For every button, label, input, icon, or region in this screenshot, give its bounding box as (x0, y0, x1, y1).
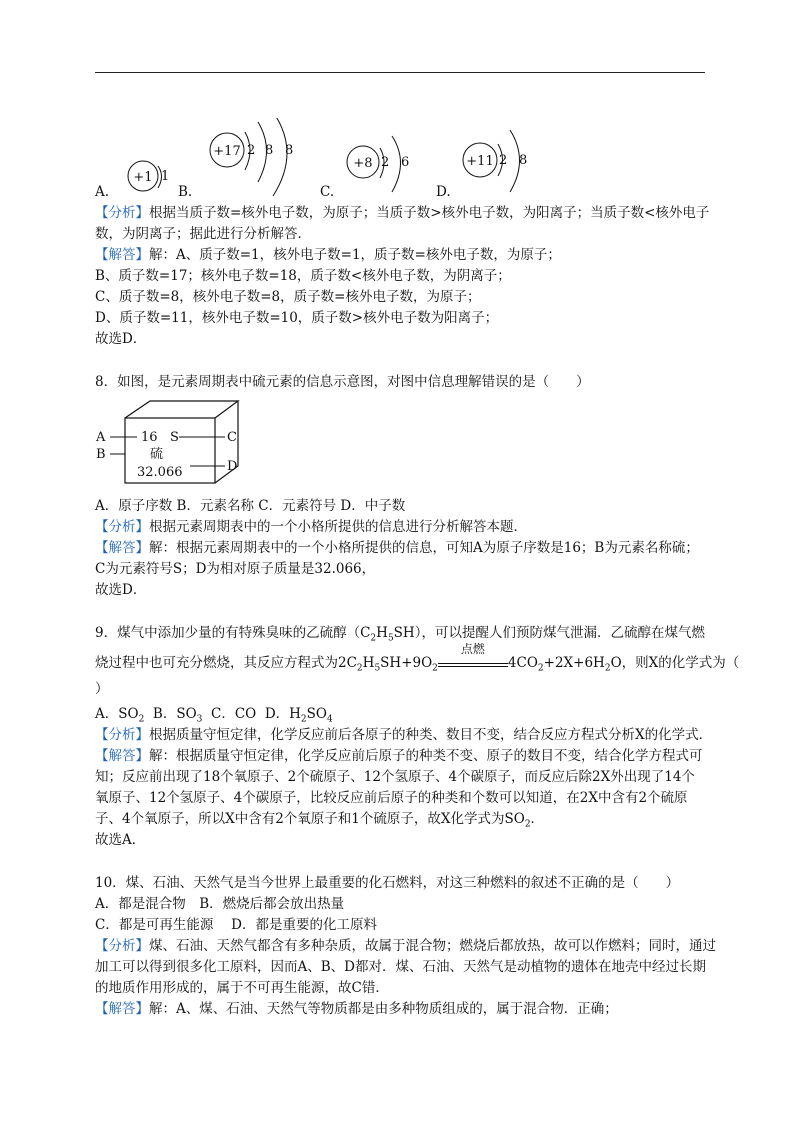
q9-question-line-3: ） (95, 681, 109, 697)
q9-answer-2: 知；反应前出现了18个氧原子、2个硫原子、12个氢原子、4个碳原子，而反应后除2X外出现了14个 (95, 769, 695, 785)
atom-a-nucleus: +1 (133, 170, 153, 185)
atom-b (210, 118, 293, 196)
svg-text:2: 2 (499, 153, 508, 168)
svg-text:6: 6 (401, 155, 410, 170)
q7-option-b: B. (178, 184, 193, 200)
q7-option-c: C. (320, 184, 335, 200)
cube-label-b: B (96, 447, 106, 462)
sulfur-element-cube (95, 398, 255, 488)
q7-analysis-line: 【分析】根据当质子数=核外电子数，为原子；当质子数>核外电子数，为阳离子；当质子数<核外电子 (95, 205, 710, 221)
svg-text:2: 2 (247, 143, 256, 158)
q8-answer-2: C为元素符号S；D为相对原子质量是32.066， (95, 561, 376, 577)
q7-answer-b: B、质子数=17；核外电子数=18，质子数<核外电子数，为阴离子； (95, 268, 511, 284)
q8-question: 8．如图，是元素周期表中硫元素的信息示意图，对图中信息理解错误的是（ ） (95, 374, 590, 390)
cube-label-d: D (227, 459, 238, 474)
element-name: 硫 (150, 447, 164, 462)
q7-answer-c: C、质子数=8，核外电子数=8，质子数=核外电子数，为原子； (95, 289, 481, 305)
q10-question: 10．煤、石油、天然气是当今世界上最重要的化石燃料，对这三种燃料的叙述不正确的是（ ） (95, 875, 680, 891)
answer-tag: 【解答】 (95, 247, 149, 263)
atomic-mass: 32.066 (137, 465, 183, 480)
q9-question-line-1: 9．煤气中添加少量的有特殊臭味的乙硫醇$(C_2H_5SH)$，可以提醒人们预防煤气泄漏．乙硫醇在煤气燃 (95, 625, 705, 644)
q9-options: A．$SO_2$ B．$SO_3$ C．CO D．$H_2SO_4$ (95, 706, 333, 725)
atom-c (347, 136, 409, 192)
element-symbol: S (170, 430, 179, 445)
q9-answer: 【解答】解：根据质量守恒定律，化学反应前后原子的种类不变、原子的数目不变，结合化学方程式可 (95, 748, 703, 764)
q8-options: A．原子序数 B．元素名称 C．元素符号 D．中子数 (95, 498, 406, 514)
q9-question-line-2: 烧过程中也可充分燃烧，其反应方程式为$2C_2H_5SH+9O_2$ 点燃 $4CO_2+2X+6H_2O$，则X的化学式为（ (95, 642, 740, 674)
q7-analysis-line-2: 数，为阴离子；据此进行分析解答． (95, 226, 311, 242)
q10-options-cd: C．都是可再生能源 D．都是重要的化工原料 (95, 917, 377, 933)
atom-structure-diagrams (95, 118, 615, 200)
q10-options-ab: A．都是混合物 B．燃烧后都会放出热量 (95, 896, 345, 912)
q7-option-a: A. (95, 184, 110, 200)
atom-a (128, 161, 169, 191)
svg-text:2: 2 (381, 155, 390, 170)
q8-choice: 故选D． (95, 582, 147, 598)
q9-answer-4: 子、4个氧原子，所以X中含有2个氧原子和1个硫原子，故X化学式为$SO_2$． (95, 811, 545, 830)
q10-analysis-3: 的地质作用形成的，属于不可再生能源，故C错． (95, 980, 389, 996)
q7-choice: 故选D． (95, 331, 147, 347)
q9-analysis: 【分析】根据质量守恒定律，化学反应前后各原子的种类、数目不变，结合反应方程式分析X的化学式． (95, 727, 713, 743)
q10-analysis-2: 加工可以得到很多化工原料，因而A、B、D都对．煤、石油、天然气是动植物的遗体在地壳中经过长期 (95, 959, 706, 975)
q8-analysis: 【分析】根据元素周期表中的一个小格所提供的信息进行分析解答本题． (95, 519, 527, 535)
header-rule (95, 72, 705, 73)
svg-text:8: 8 (519, 153, 528, 168)
q10-analysis: 【分析】煤、石油、天然气都含有多种杂质，故属于混合物；燃烧后都放热，故可以作燃料；同时，通过 (95, 938, 716, 954)
cube-label-a: A (96, 430, 106, 445)
svg-text:8: 8 (285, 143, 294, 158)
q8-answer: 【解答】解：根据元素周期表中的一个小格所提供的信息，可知A为原子序数是16；B为元素名称硫； (95, 540, 699, 556)
atom-d (463, 130, 527, 192)
q9-choice: 故选A． (95, 832, 146, 848)
cube-label-c: C (227, 430, 237, 445)
svg-text:8: 8 (265, 143, 274, 158)
q9-answer-3: 氧原子、12个氢原子、4个碳原子，比较反应前后原子的种类和个数可以知道，在2X中含有2个硫原 (95, 790, 688, 806)
q10-answer: 【解答】解：A、煤、石油、天然气等物质都是由多种物质组成的，属于混合物．正确； (95, 1001, 618, 1017)
analysis-tag: 【分析】 (95, 205, 149, 221)
svg-text:+11: +11 (466, 154, 494, 169)
q7-answer-d: D、质子数=11，核外电子数=10，质子数>核外电子数为阳离子； (95, 310, 499, 326)
svg-text:1: 1 (161, 169, 170, 184)
atomic-number: 16 (141, 430, 158, 445)
reaction-condition: 点燃 (438, 656, 508, 667)
q7-atom-diagrams (95, 118, 615, 200)
q7-option-d: D. (436, 184, 451, 200)
svg-text:+17: +17 (213, 144, 241, 159)
svg-text:+8: +8 (353, 156, 373, 171)
q7-answer-line: 【解答】解：A、质子数=1，核外电子数=1，质子数=核外电子数，为原子； (95, 247, 561, 263)
